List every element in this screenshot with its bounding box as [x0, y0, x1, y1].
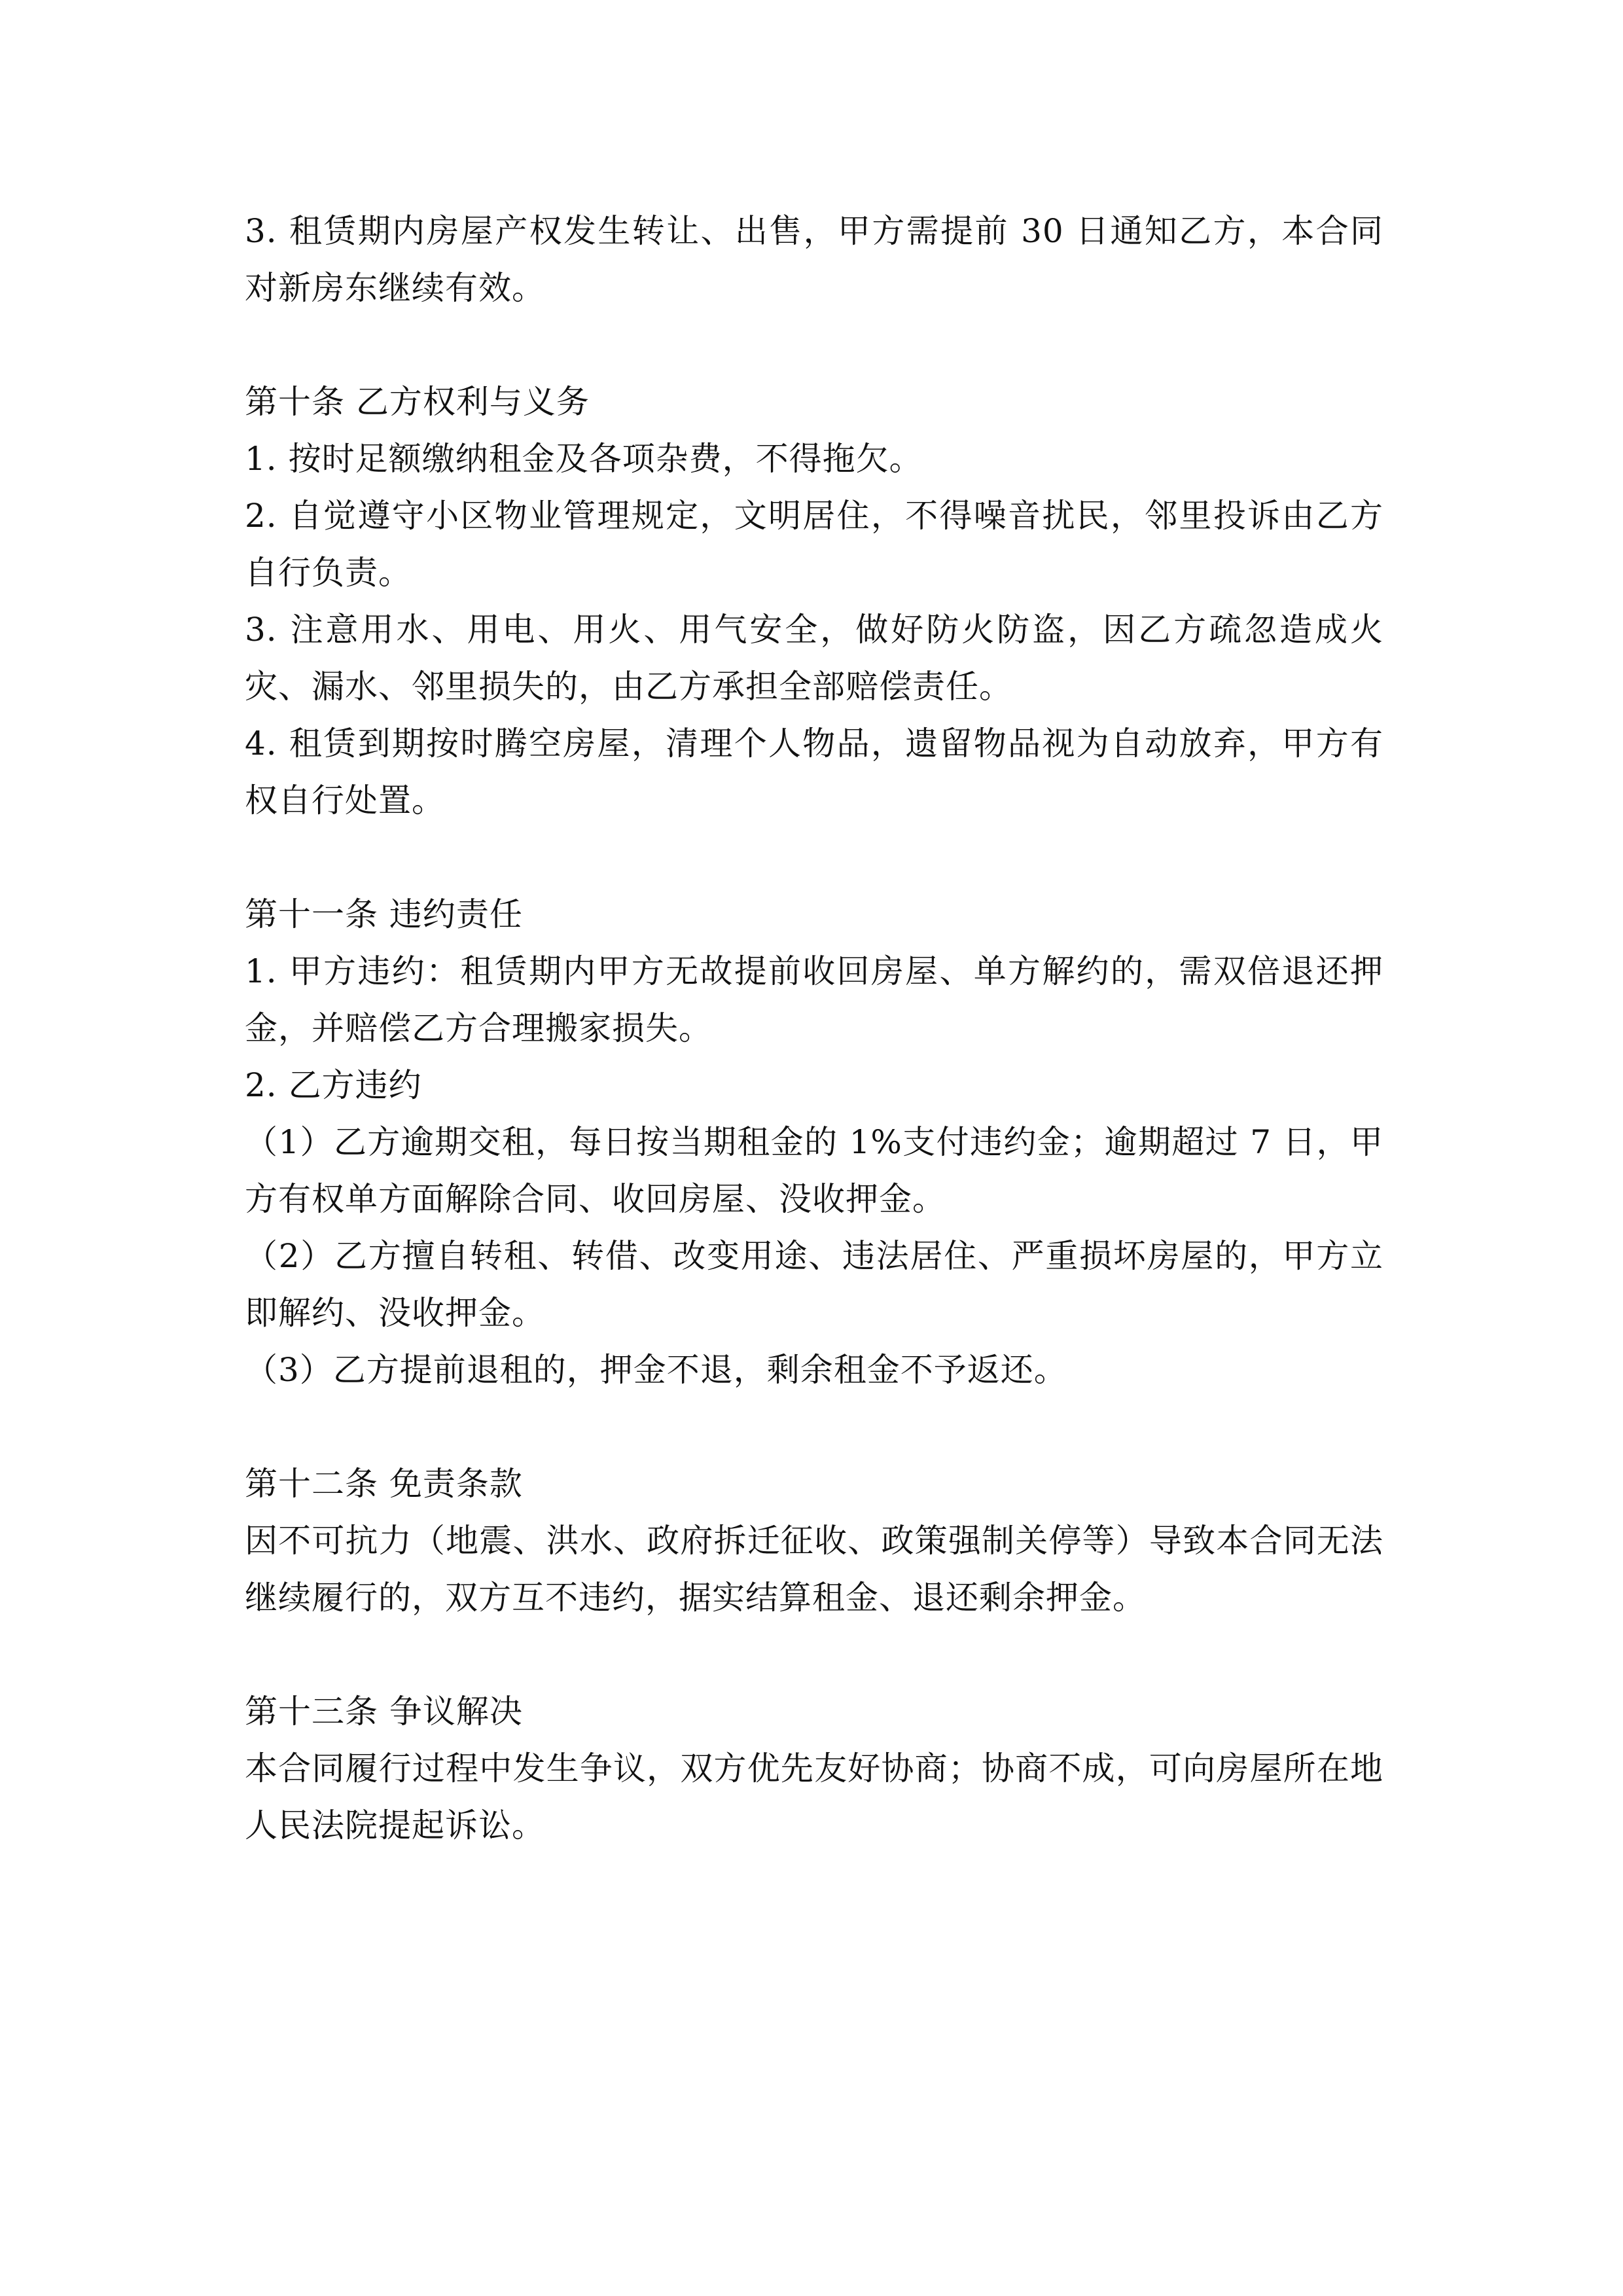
- section-heading: 第十一条 违约责任: [245, 895, 523, 933]
- clause-subitem: （3）乙方提前退租的，押金不退，剩余租金不予返还。: [245, 1351, 1067, 1389]
- clause-item: 2. 自觉遵守小区物业管理规定，文明居住，不得噪音扰民，邻里投诉由乙方自行负责。: [245, 497, 1383, 592]
- document-body: [245, 203, 1383, 1854]
- clause-item: 3. 注意用水、用电、用火、用气安全，做好防火防盗，因乙方疏忽造成火灾、漏水、邻里损失的，由乙方承担全部赔偿责任。: [245, 611, 1383, 706]
- clause-item: 1. 甲方违约：租赁期内甲方无故提前收回房屋、单方解约的，需双倍退还押金，并赔偿乙方合理搬家损失。: [245, 952, 1383, 1047]
- clause-item: 1. 按时足额缴纳租金及各项杂费，不得拖欠。: [245, 440, 923, 478]
- section-article-10: [245, 374, 1383, 829]
- section-article-11: [245, 886, 1383, 1399]
- section-article-13: [245, 1683, 1383, 1854]
- section-article-12: [245, 1456, 1383, 1626]
- section-heading: 第十条 乙方权利与义务: [245, 383, 590, 421]
- section-heading: 第十三条 争议解决: [245, 1693, 523, 1731]
- clause-subitem: （1）乙方逾期交租，每日按当期租金的 1%支付违约金；逾期超过 7 日，甲方有权单方面解除合同、收回房屋、没收押金。: [245, 1123, 1383, 1218]
- clause-item: 3. 租赁期内房屋产权发生转让、出售，甲方需提前 30 日通知乙方，本合同对新房东继续有效。: [245, 212, 1383, 307]
- clause-item: 本合同履行过程中发生争议，双方优先友好协商；协商不成，可向房屋所在地人民法院提起诉讼。: [245, 1749, 1383, 1844]
- clause-item: 因不可抗力（地震、洪水、政府拆迁征收、政策强制关停等）导致本合同无法继续履行的，双方互不违约，据实结算租金、退还剩余押金。: [245, 1522, 1383, 1617]
- intro-block: [245, 203, 1383, 317]
- clause-item: 2. 乙方违约: [245, 1066, 422, 1104]
- clause-subitem: （2）乙方擅自转租、转借、改变用途、违法居住、严重损坏房屋的，甲方立即解约、没收押金。: [245, 1237, 1383, 1332]
- section-heading: 第十二条 免责条款: [245, 1465, 523, 1503]
- clause-item: 4. 租赁到期按时腾空房屋，清理个人物品，遗留物品视为自动放弃，甲方有权自行处置。: [245, 725, 1383, 819]
